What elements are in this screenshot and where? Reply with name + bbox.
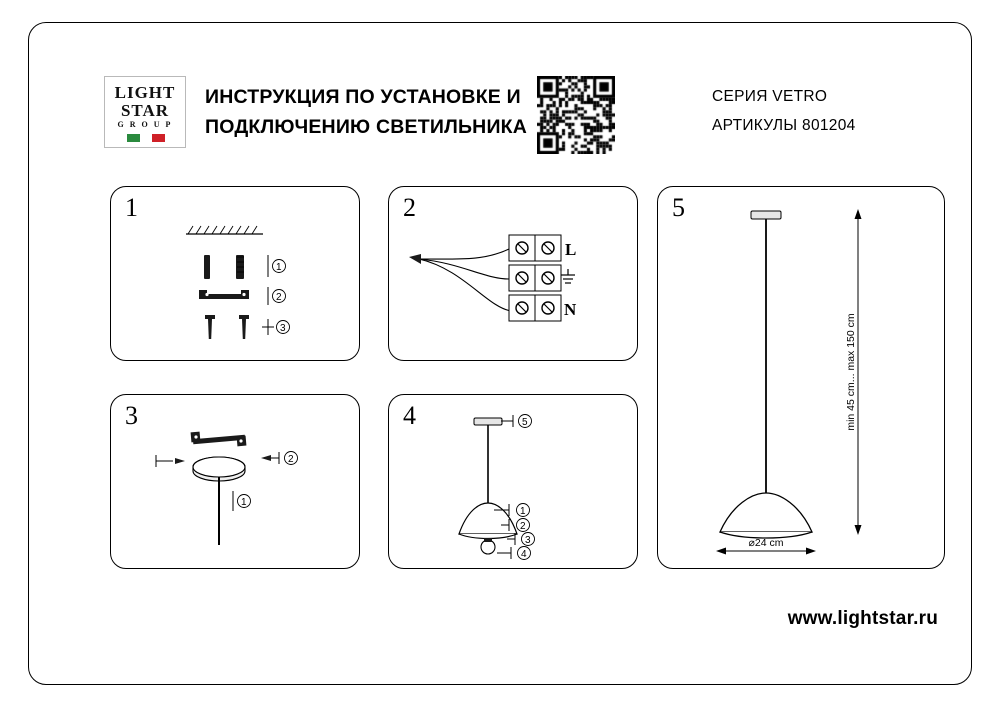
- step-number-5: 5: [672, 193, 685, 222]
- page-title-line-2: ПОДКЛЮЧЕНИЮ СВЕТИЛЬНИКА: [205, 116, 528, 138]
- step-3-diagram: [111, 395, 361, 570]
- logo-line-2: STAR: [120, 101, 170, 120]
- step-number-3: 3: [125, 401, 138, 430]
- terminal-label-L: L: [565, 240, 577, 259]
- step-4-callout-2: 2: [520, 521, 526, 532]
- step-3-callout-2: 2: [288, 454, 294, 465]
- diameter-dimension-label: ⌀24 cm: [748, 537, 784, 549]
- step-number-2: 2: [403, 193, 416, 222]
- step-4-callout-3: 3: [525, 535, 531, 546]
- qr-code-icon: [537, 76, 615, 154]
- step-3-callout-1: 1: [241, 497, 247, 508]
- step-panel-5: [657, 186, 945, 569]
- italian-flag-icon: [127, 134, 165, 142]
- series-label: СЕРИЯ VETRO: [712, 88, 828, 105]
- step-4-callout-5: 5: [522, 417, 528, 428]
- step-number-4: 4: [403, 401, 416, 430]
- step-4-callout-4: 4: [521, 549, 527, 560]
- article-label: АРТИКУЛЫ 801204: [712, 117, 856, 134]
- terminal-label-N: N: [564, 300, 577, 319]
- step-1-callout-1: 1: [276, 262, 282, 273]
- logo-line-1: LIGHT: [114, 83, 176, 102]
- step-4-diagram: [389, 395, 639, 570]
- step-panel-1: [110, 186, 360, 361]
- logo-line-3: G R O U P: [117, 120, 173, 129]
- step-1-diagram: [111, 187, 361, 362]
- step-4-callout-1: 1: [520, 506, 526, 517]
- page-title-line-1: ИНСТРУКЦИЯ ПО УСТАНОВКЕ И: [205, 86, 521, 108]
- step-1-callout-3: 3: [280, 323, 286, 334]
- step-number-1: 1: [125, 193, 138, 222]
- step-panel-3: [110, 394, 360, 569]
- step-panel-4: [388, 394, 638, 569]
- step-1-callout-2: 2: [276, 292, 282, 303]
- height-dimension-label: min 45 cm... max 150 cm: [845, 313, 857, 431]
- brand-logo: [104, 76, 186, 148]
- page-title: [205, 82, 535, 142]
- website-label: www.lightstar.ru: [787, 608, 938, 629]
- step-panel-2: [388, 186, 638, 361]
- step-5-diagram: [658, 187, 946, 570]
- step-2-diagram: [389, 187, 639, 362]
